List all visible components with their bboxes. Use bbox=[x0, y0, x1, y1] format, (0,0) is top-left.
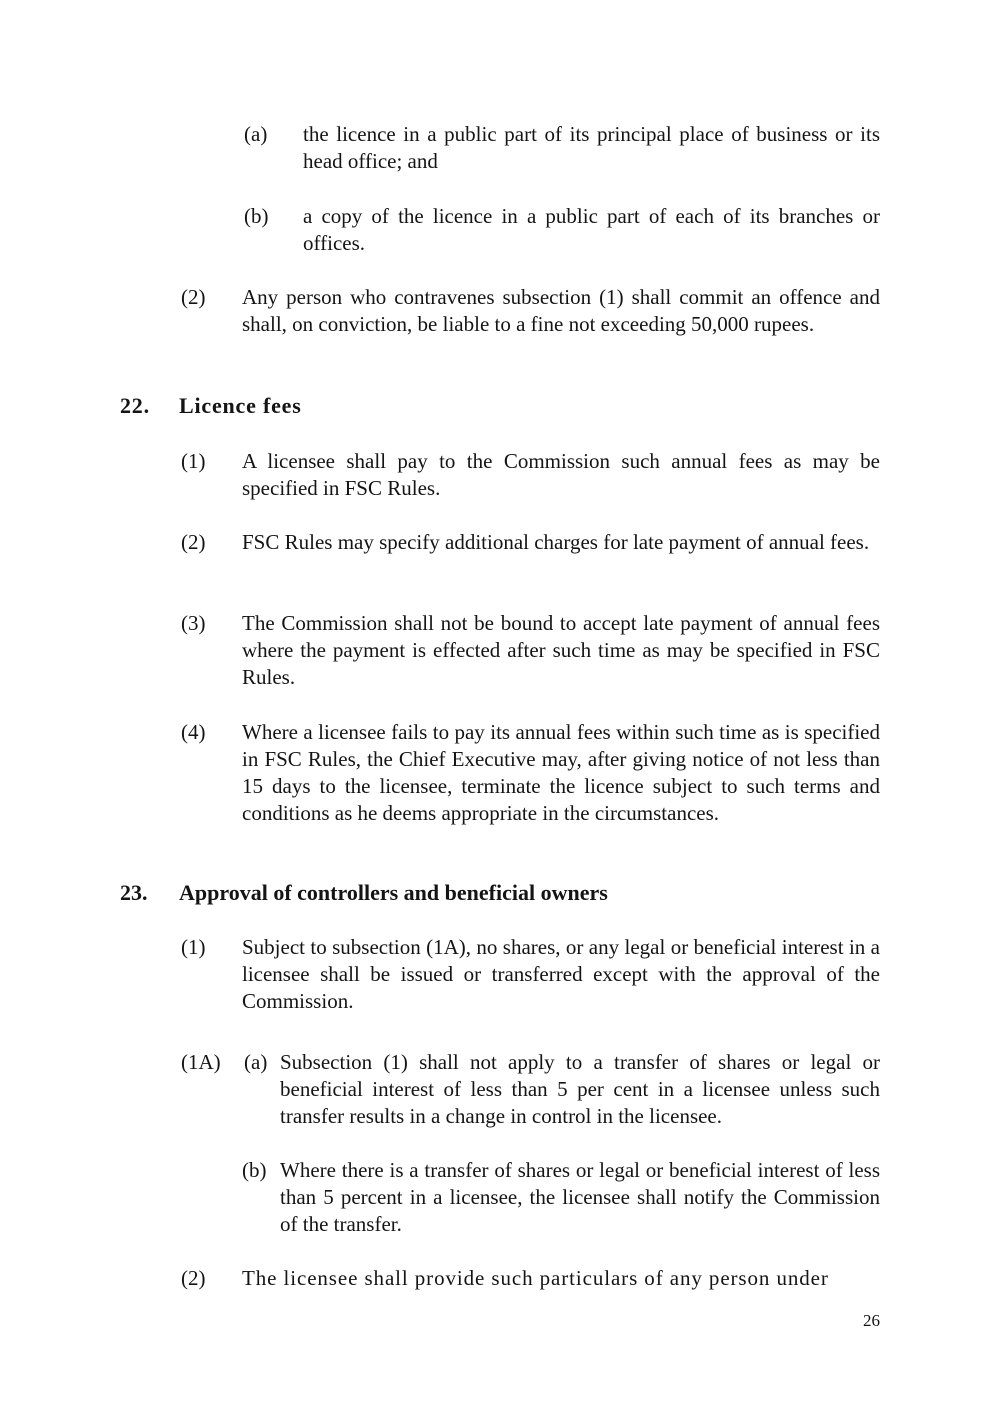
subsection-label: (3) bbox=[181, 611, 206, 635]
subsection-text: FSC Rules may specify additional charges for late payment of annual fees. bbox=[242, 530, 870, 554]
subsection-text: The Commission shall not be bound to accept late payment of annual fees where the payment is effected after such time as may be specified in FSC Rules. bbox=[242, 611, 880, 689]
subsection-text: The licensee shall provide such particulars of any person under bbox=[242, 1266, 829, 1290]
paragraph-label: (a) bbox=[244, 1050, 268, 1074]
page-number: 26 bbox=[863, 1311, 880, 1330]
paragraph-label: (b) bbox=[242, 1158, 267, 1182]
section-23-heading bbox=[120, 880, 608, 906]
paragraph-label: (b) bbox=[244, 204, 269, 228]
subsection-text: A licensee shall pay to the Commission such annual fees as may be specified in FSC Rules. bbox=[242, 449, 880, 500]
subsection-label: (2) bbox=[181, 1266, 206, 1290]
subsection-label: (2) bbox=[181, 285, 206, 309]
subsection-label: (1) bbox=[181, 935, 206, 959]
subsection-text: Subject to subsection (1A), no shares, or any legal or beneficial interest in a licensee shall be issued or transferred except with the approval of the Commission. bbox=[242, 935, 880, 1013]
paragraph-text: Subsection (1) shall not apply to a transfer of shares or legal or beneficial interest of less than 5 per cent in a licensee unless such transfer results in a change in control in the licensee. bbox=[280, 1050, 880, 1128]
subsection-label: (1) bbox=[181, 449, 206, 473]
section-22-heading bbox=[120, 393, 302, 419]
paragraph-text: a copy of the licence in a public part of each of its branches or offices. bbox=[303, 204, 880, 255]
paragraph-text: the licence in a public part of its principal place of business or its head office; and bbox=[303, 122, 880, 173]
section-number: 23. bbox=[120, 880, 148, 905]
section-title: Approval of controllers and beneficial owners bbox=[179, 880, 608, 905]
subsection-label: (2) bbox=[181, 530, 206, 554]
subsection-text: Where a licensee fails to pay its annual fees within such time as is specified in FSC Rules, the Chief Executive may, after giving notice of not less than 15 days to the licensee, terminate the licence subject to such terms and conditions as he deems appropriate in the circumstances. bbox=[242, 720, 880, 825]
section-number: 22. bbox=[120, 393, 150, 418]
paragraph-label: (a) bbox=[244, 122, 268, 146]
subsection-text: Any person who contravenes subsection (1) shall commit an offence and shall, on conviction, be liable to a fine not exceeding 50,000 rupees. bbox=[242, 285, 880, 336]
subsection-label: (4) bbox=[181, 720, 206, 744]
paragraph-text: Where there is a transfer of shares or legal or beneficial interest of less than 5 percent in a licensee, the licensee shall notify the Commission of the transfer. bbox=[280, 1158, 880, 1236]
subsection-label: (1A) bbox=[181, 1050, 221, 1074]
section-title: Licence fees bbox=[179, 393, 302, 418]
